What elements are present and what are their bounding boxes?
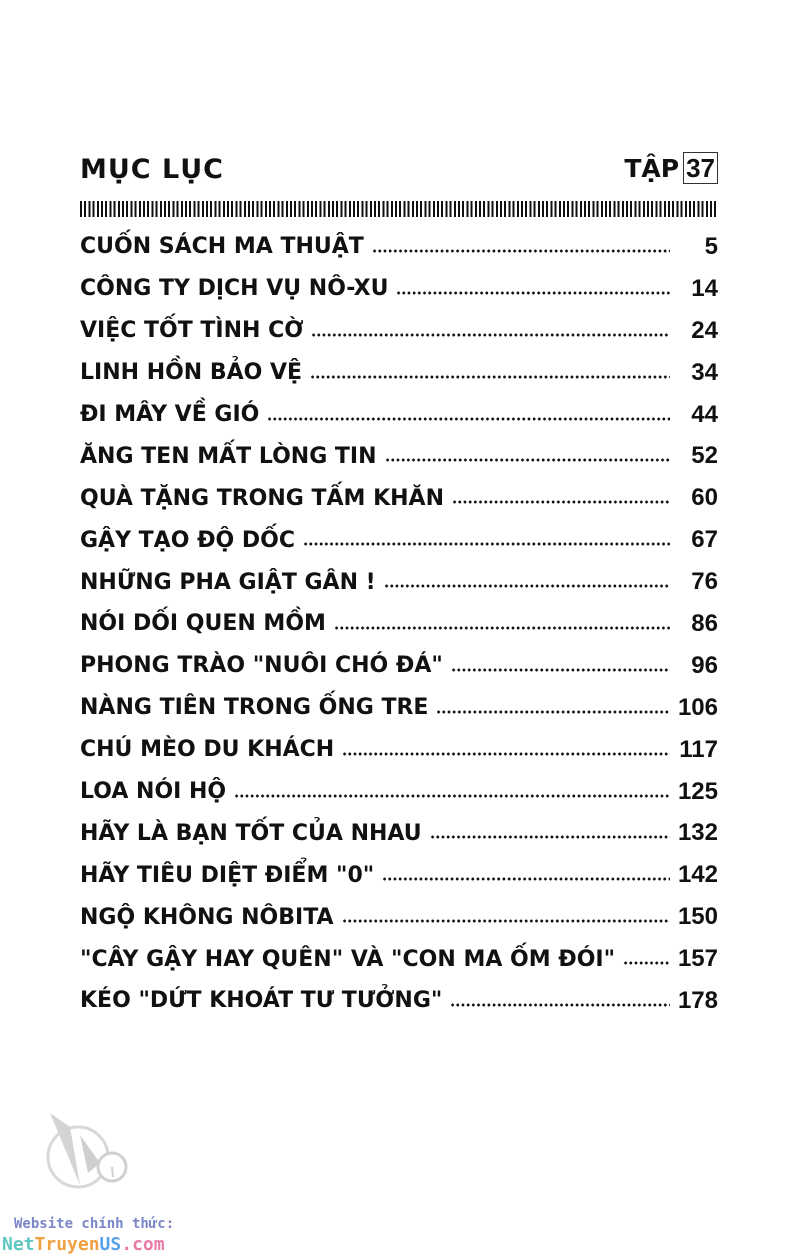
toc-entry-page: 52 — [691, 442, 718, 470]
toc-entry — [80, 729, 718, 771]
table-of-contents — [80, 226, 718, 1022]
toc-entry-page: 125 — [677, 777, 718, 805]
toc-entry — [80, 226, 718, 268]
toc-entry — [80, 352, 718, 394]
toc-entry — [80, 896, 718, 938]
toc-entry-title: CUỐN SÁCH MA THUẬT — [80, 234, 364, 260]
toc-entry-title: KÉO "DỨT KHOÁT TƯ TƯỞNG" — [80, 988, 443, 1014]
toc-entry — [80, 812, 718, 854]
toc-entry-title: HÃY LÀ BẠN TỐT CỦA NHAU — [80, 820, 422, 846]
toc-entry-title: CHÚ MÈO DU KHÁCH — [80, 737, 335, 763]
page-title: MỤC LỤC — [80, 154, 224, 185]
toc-entry — [80, 854, 718, 896]
toc-entry-page: 132 — [677, 819, 718, 847]
dot-leader — [234, 794, 670, 798]
toc-entry-page: 142 — [677, 861, 718, 889]
toc-entry — [80, 519, 718, 561]
toc-entry — [80, 435, 718, 477]
toc-entry-title: NGỘ KHÔNG NÔBITA — [80, 904, 334, 930]
toc-entry-page: 34 — [691, 358, 718, 386]
toc-entry-page: 44 — [691, 400, 718, 428]
dot-leader — [385, 458, 670, 462]
toc-header — [80, 152, 718, 192]
watermark-brand-part: Net — [2, 1234, 35, 1255]
dot-leader — [342, 752, 670, 756]
dot-leader — [334, 626, 670, 630]
toc-entry-page: 14 — [691, 274, 718, 302]
dot-leader — [311, 333, 670, 337]
watermark-caption: Website chính thức: — [14, 1216, 175, 1232]
toc-entry-title: LOA NÓI HỘ — [80, 779, 227, 805]
dot-leader — [436, 710, 670, 714]
toc-entry-title: LINH HỒN BẢO VỆ — [80, 360, 303, 386]
toc-entry-title: QUÀ TẶNG TRONG TẤM KHĂN — [80, 485, 444, 511]
toc-entry-title: HÃY TIÊU DIỆT ĐIỂM "0" — [80, 862, 375, 888]
toc-entry — [80, 771, 718, 813]
volume-indicator — [624, 152, 718, 184]
toc-entry — [80, 938, 718, 980]
toc-entry-title: CÔNG TY DỊCH VỤ NÔ-XU — [80, 276, 389, 302]
watermark-brand-part: .com — [121, 1234, 165, 1255]
dot-leader — [623, 961, 670, 965]
bell-logo-icon — [40, 1105, 135, 1195]
toc-entry — [80, 268, 718, 310]
dot-leader — [450, 1003, 670, 1007]
toc-entry — [80, 687, 718, 729]
dot-leader — [382, 877, 670, 881]
dot-leader — [451, 668, 670, 672]
toc-entry-title: VIỆC TỐT TÌNH CỜ — [80, 318, 304, 344]
watermark-brand-part: US — [99, 1234, 122, 1255]
toc-entry-title: "CÂY GẬY HAY QUÊN" VÀ "CON MA ỐM ĐÓI" — [80, 946, 616, 972]
toc-entry-page: 157 — [677, 945, 718, 973]
toc-entry-title: GẬY TẠO ĐỘ DỐC — [80, 527, 295, 553]
toc-entry-page: 106 — [677, 693, 718, 721]
toc-entry-title: NHỮNG PHA GIẬT GÂN ! — [80, 569, 376, 595]
toc-entry-page: 86 — [691, 609, 718, 637]
toc-entry-page: 67 — [691, 526, 718, 554]
dot-leader — [303, 542, 670, 546]
volume-label: TẬP — [624, 153, 680, 183]
dot-leader — [267, 417, 670, 421]
toc-entry-title: NÀNG TIÊN TRONG ỐNG TRE — [80, 695, 429, 721]
toc-entry — [80, 603, 718, 645]
toc-entry-title: NÓI DỐI QUEN MỒM — [80, 611, 326, 637]
toc-entry-title: PHONG TRÀO "NUÔI CHÓ ĐÁ" — [80, 653, 443, 679]
toc-entry-page: 96 — [691, 651, 718, 679]
dot-leader — [342, 919, 670, 923]
watermark-brand — [2, 1234, 165, 1255]
toc-entry-page: 150 — [677, 903, 718, 931]
dot-leader — [396, 291, 670, 295]
volume-number-box: 37 — [683, 152, 718, 184]
dot-leader — [372, 249, 670, 253]
dot-leader — [430, 835, 670, 839]
toc-entry — [80, 477, 718, 519]
toc-entry — [80, 980, 718, 1022]
toc-entry-title: ĂNG TEN MẤT LÒNG TIN — [80, 443, 377, 469]
toc-entry — [80, 310, 718, 352]
toc-entry — [80, 561, 718, 603]
toc-entry-page: 60 — [691, 484, 718, 512]
dot-leader — [310, 375, 670, 379]
toc-entry — [80, 394, 718, 436]
toc-entry — [80, 645, 718, 687]
dot-leader — [452, 500, 670, 504]
toc-entry-page: 76 — [691, 568, 718, 596]
watermark-brand-part: Truyen — [34, 1234, 100, 1255]
toc-entry-page: 178 — [677, 986, 718, 1014]
toc-entry-page: 5 — [704, 232, 718, 260]
toc-entry-page: 117 — [679, 735, 718, 763]
toc-entry-title: ĐI MÂY VỀ GIÓ — [80, 402, 260, 427]
toc-entry-page: 24 — [691, 316, 718, 344]
striped-divider — [80, 201, 718, 217]
dot-leader — [384, 584, 670, 588]
